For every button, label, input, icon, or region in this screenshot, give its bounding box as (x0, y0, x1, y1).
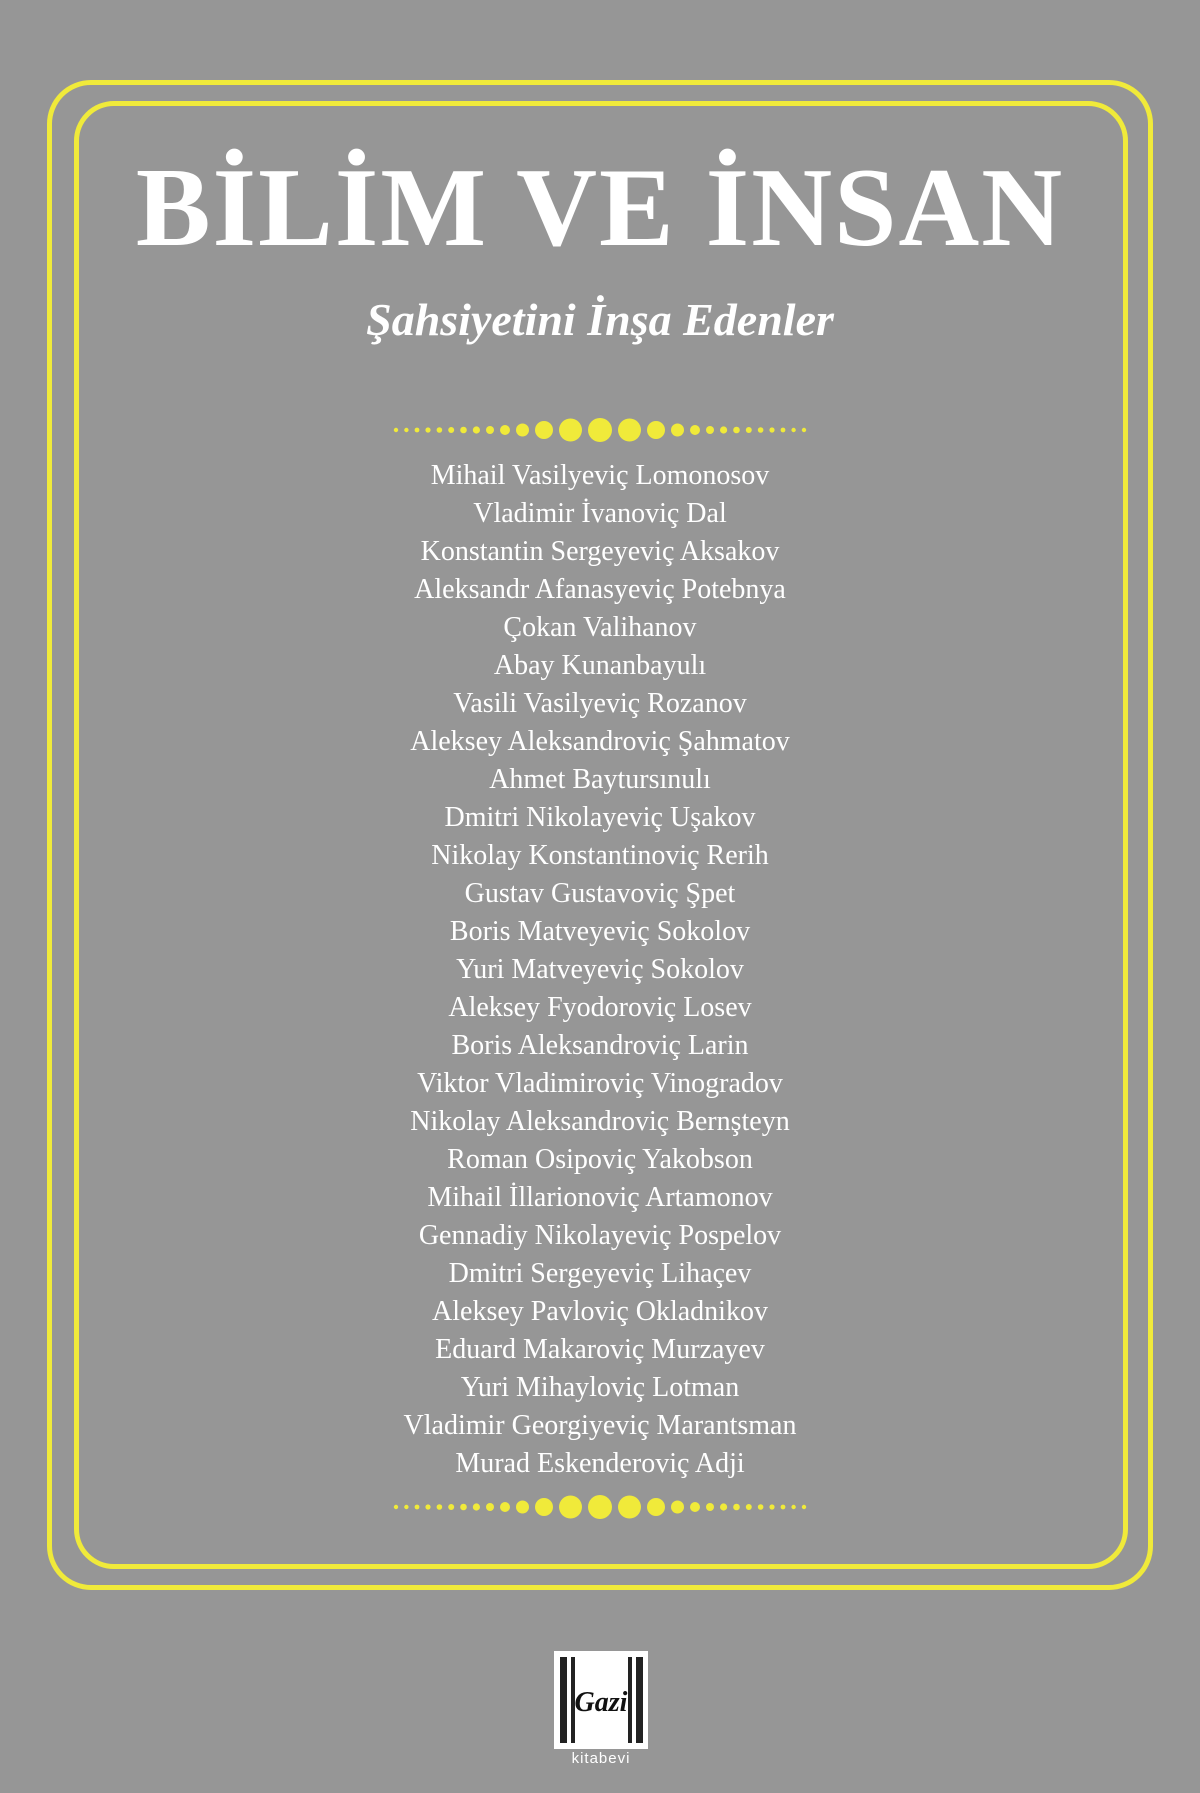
ornament-dot (791, 428, 795, 432)
ornament-dot (791, 1505, 795, 1509)
ornament-dot (769, 1504, 774, 1509)
name-item: Vladimir İvanoviç Dal (473, 498, 727, 529)
ornament-dot (535, 421, 553, 439)
name-item: Roman Osipoviç Yakobson (447, 1144, 753, 1175)
name-item: Mihail Vasilyeviç Lomonosov (430, 460, 770, 491)
dot-ornament-bottom (0, 1492, 1200, 1522)
ornament-dot (671, 424, 684, 437)
name-item: Eduard Makaroviç Murzayev (435, 1334, 765, 1365)
ornament-dot (588, 418, 612, 442)
name-item: Dmitri Nikolayeviç Uşakov (444, 802, 756, 833)
name-item: Mihail İllarionoviç Artamonov (427, 1182, 773, 1213)
name-item: Boris Matveyeviç Sokolov (449, 916, 751, 947)
ornament-dot (559, 1496, 582, 1519)
name-item: Aleksey Aleksandroviç Şahmatov (410, 726, 790, 757)
name-item: Vladimir Georgiyeviç Marantsman (403, 1410, 797, 1441)
ornament-dot (671, 1501, 684, 1514)
ornament-dot (802, 1505, 806, 1509)
ornament-dot (706, 426, 714, 434)
ornament-dot (404, 428, 408, 432)
ornament-dot (437, 1504, 443, 1510)
ornament-dot (516, 424, 529, 437)
ornament-dot (706, 1503, 714, 1511)
ornament-dot (588, 1495, 612, 1519)
ornament-dot (500, 1502, 510, 1512)
ornament-dot (500, 425, 510, 435)
publisher-logo-text: Gazi (574, 1687, 628, 1718)
book-title: BİLİM VE İNSAN (135, 146, 1065, 270)
ornament-dot (690, 1502, 700, 1512)
name-item: Dmitri Sergeyeviç Lihaçev (448, 1258, 752, 1289)
ornament-dot (733, 1504, 740, 1511)
name-item: Viktor Vladimiroviç Vinogradov (417, 1068, 783, 1099)
ornament-dot (486, 426, 494, 434)
ornament-dot (781, 1505, 786, 1510)
name-item: Abay Kunanbayulı (493, 650, 707, 681)
ornament-dot (535, 1498, 553, 1516)
ornament-dot (394, 1505, 398, 1509)
ornament-dot (802, 428, 806, 432)
name-item: Yuri Mihayloviç Lotman (460, 1372, 740, 1403)
name-item: Çokan Valihanov (503, 612, 697, 643)
book-subtitle: Şahsiyetini İnşa Edenler (366, 294, 834, 345)
name-item: Ahmet Baytursınulı (489, 764, 711, 795)
ornament-dot (486, 1503, 494, 1511)
name-item: Aleksandr Afanasyeviç Potebnya (414, 574, 786, 605)
name-item: Gennadiy Nikolayeviç Pospelov (418, 1220, 782, 1251)
publisher-label: kitabevi (571, 1750, 631, 1767)
ornament-dot (448, 1504, 454, 1510)
ornament-dot (746, 1504, 752, 1510)
ornament-dot (647, 1498, 665, 1516)
ornament-dot (758, 1504, 764, 1510)
ornament-dot (394, 428, 398, 432)
ornament-dot (448, 427, 454, 433)
name-item: Aleksey Fyodoroviç Losev (448, 992, 752, 1023)
ornament-dot (425, 427, 430, 432)
ornament-dot (720, 426, 727, 433)
ornament-dot (781, 428, 786, 433)
ornament-dot (690, 425, 700, 435)
ornament-dot (473, 1503, 480, 1510)
name-item: Vasili Vasilyeviç Rozanov (453, 688, 747, 719)
ornament-dot (647, 421, 665, 439)
ornament-dot (473, 426, 480, 433)
name-item: Murad Eskenderoviç Adji (455, 1448, 745, 1479)
name-item: Nikolay Konstantinoviç Rerih (431, 840, 769, 871)
ornament-dot (516, 1501, 529, 1514)
name-item: Boris Aleksandroviç Larin (451, 1030, 749, 1061)
ornament-dot (559, 419, 582, 442)
name-item: Yuri Matveyeviç Sokolov (456, 954, 744, 985)
ornament-dot (415, 428, 420, 433)
ornament-dot (618, 419, 641, 442)
ornament-dot (460, 427, 467, 434)
ornament-dot (425, 1504, 430, 1509)
ornament-dot (758, 427, 764, 433)
ornament-dot (618, 1496, 641, 1519)
name-item: Nikolay Aleksandroviç Bernşteyn (410, 1106, 790, 1137)
ornament-dot (404, 1505, 408, 1509)
ornament-dot (415, 1505, 420, 1510)
ornament-dot (769, 427, 774, 432)
name-item: Konstantin Sergeyeviç Aksakov (420, 536, 780, 567)
ornament-dot (720, 1503, 727, 1510)
ornament-dot (460, 1504, 467, 1511)
name-item: Gustav Gustavoviç Şpet (464, 878, 736, 909)
names-list (0, 457, 1200, 1483)
ornament-dot (746, 427, 752, 433)
dot-ornament-top (0, 415, 1200, 445)
name-item: Aleksey Pavloviç Okladnikov (432, 1296, 768, 1327)
ornament-dot (733, 427, 740, 434)
publisher-logo-icon (554, 1651, 648, 1749)
ornament-dot (437, 427, 443, 433)
